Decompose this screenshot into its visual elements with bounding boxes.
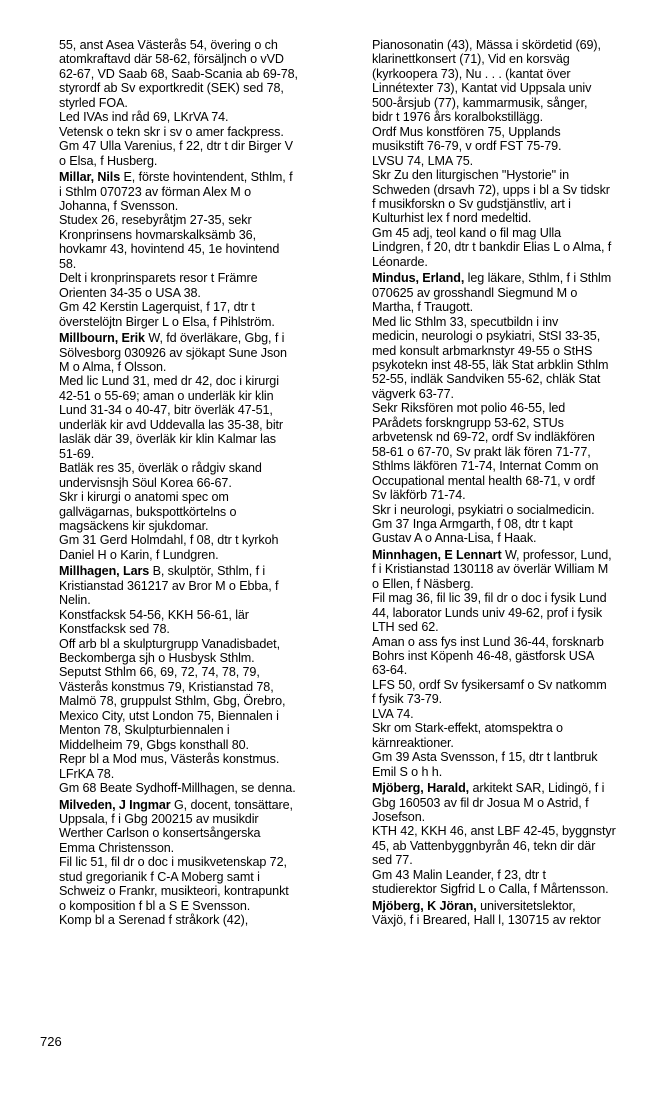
text-line: Gm 43 Malin Leander, f 23, dtr t xyxy=(372,867,546,882)
entry-text: universitetslektor, xyxy=(476,898,576,913)
text-line: Mexico City, utst London 75, Biennalen i xyxy=(59,708,279,723)
text-line: Lindgren, f 20, dtr t bankdir Elias L o Alma, f xyxy=(372,240,612,255)
text-line: 58-61 o 67-70, Sv prakt läk fören 71-77, xyxy=(372,444,591,459)
text-line: stud gregorianik f C-A Moberg samt i xyxy=(59,869,260,884)
text-line: Schweiz o Frankr, musikteori, kontrapunkt xyxy=(59,884,289,899)
text-line: Beckomberga sjh o Husbysk Sthlm. xyxy=(59,651,255,666)
text-line: Menton 78, Skulpturbiennalen i xyxy=(59,723,230,738)
text-line: Ordf Mus konstfören 75, Upplands xyxy=(372,124,561,139)
text-line: bidr t 1976 års koralbokstillägg. xyxy=(372,110,544,125)
text-line: vägverk 63-77. xyxy=(372,386,454,401)
text-line: Gm 68 Beate Sydhoff-Millhagen, se denna. xyxy=(59,781,296,796)
entry-name: Millar, Nils xyxy=(59,170,121,185)
text-line: 44, laborator Lunds univ 49-62, prof i fysik xyxy=(372,605,603,620)
entry-first-line xyxy=(372,781,668,795)
text-line: LVSU 74, LMA 75. xyxy=(372,153,474,168)
entry-text: arkitekt SAR, Lidingö, f i xyxy=(469,781,605,796)
text-line: kärnreaktioner. xyxy=(372,735,454,750)
text-line: Skr i neurologi, psykiatri o socialmedicin. xyxy=(372,502,595,517)
text-line: 52-55, indläk Sandviken 55-62, chläk Stat xyxy=(372,372,601,387)
text-line: LFrKA 78. xyxy=(59,766,115,781)
text-line: Sv läkförb 71-74. xyxy=(372,488,466,503)
text-line: Bohrs inst Köpenh 46-48, gästforsk USA xyxy=(372,649,595,664)
entry-name: Mindus, Erland, xyxy=(372,271,465,286)
text-line: 070625 av grosshandl Siegmund M o xyxy=(372,285,578,300)
text-line: Konstfacksk sed 78. xyxy=(59,622,170,637)
text-line: hovkamr 43, hovintend 45, 1e hovintend xyxy=(59,242,280,257)
text-line: Seputst Sthlm 66, 69, 72, 74, 78, 79, xyxy=(59,665,260,680)
text-line: Pianosonatin (43), Mässa i skördetid (69), xyxy=(372,38,601,52)
text-line: Gm 37 Inga Armgarth, f 08, dtr t kapt xyxy=(372,516,573,531)
text-line: Gm 31 Gerd Holmdahl, f 08, dtr t kyrkoh xyxy=(59,533,279,548)
text-line: 51-69. xyxy=(59,446,95,461)
entry-text: W, fd överläkare, Gbg, f i xyxy=(144,331,285,346)
entry-text: G, docent, tonsättare, xyxy=(170,797,293,812)
entry-text: W, professor, Lund, xyxy=(501,547,612,562)
entry-first-line xyxy=(372,271,668,285)
entry-name: Mjöberg, K Jöran, xyxy=(372,898,477,913)
text-line: lasläk där 39, överläk kir klin Kalmar las xyxy=(59,432,276,447)
text-line: 62-67, VD Saab 68, Saab-Scania ab 69-78, xyxy=(59,66,298,81)
text-line: Sthlms läkfören 71-74, Internat Comm on xyxy=(372,459,599,474)
text-line: Léonarde. xyxy=(372,254,428,269)
text-line: Skr om Stark-effekt, atomspektra o xyxy=(372,721,563,736)
text-line: Västerås konstmus 79, Kristianstad 78, xyxy=(59,679,274,694)
text-line: Off arb bl a skulpturgrupp Vanadisbadet, xyxy=(59,636,280,651)
text-line: undervisnsjh Söul Korea 66-67. xyxy=(59,475,232,490)
text-line: Gustav A o Anna-Lisa, f Haak. xyxy=(372,531,537,546)
text-line: Komp bl a Serenad f stråkork (42), xyxy=(59,913,249,928)
text-line: Studex 26, resebyråtjm 27-35, sekr xyxy=(59,213,252,228)
left-column xyxy=(59,38,355,928)
entry-name: Milveden, J Ingmar xyxy=(59,797,171,812)
text-line: Werther Carlson o konsertsångerska xyxy=(59,826,261,841)
text-line: styrordf ab Sv exportkredit (SEK) sed 78, xyxy=(59,81,284,96)
text-line: Fil lic 51, fil dr o doc i musikvetenskap 72, xyxy=(59,855,287,870)
text-line: Delt i kronprinsparets resor t Främre xyxy=(59,271,258,286)
right-column xyxy=(372,38,668,928)
text-line: Emil S o h h. xyxy=(372,764,443,779)
text-line: Vetensk o tekn skr i sv o amer fackpress. xyxy=(59,124,284,139)
text-line: Aman o ass fys inst Lund 36-44, forsknarb xyxy=(372,634,604,649)
text-line: Emma Christensson. xyxy=(59,840,175,855)
text-line: Malmö 78, gruppulst Sthlm, Gbg, Örebro, xyxy=(59,694,286,709)
entry-first-line xyxy=(59,170,355,184)
text-line: LTH sed 62. xyxy=(372,620,439,635)
text-line: med konsult arbmarknstyr 49-55 o StHS xyxy=(372,343,593,358)
text-line: studierektor Sigfrid L o Calla, f Mårtensson. xyxy=(372,882,609,897)
text-line: Sekr Riksfören mot polio 46-55, led xyxy=(372,401,566,416)
text-line: Lund 31-34 o 40-47, bitr överläk 47-51, xyxy=(59,403,273,418)
text-line: 58. xyxy=(59,256,77,271)
text-line: LFS 50, ordf Sv fysikersamf o Sv natkomm xyxy=(372,677,607,692)
text-line: 42-51 o 55-69; aman o underläk kir klin xyxy=(59,388,274,403)
text-line: Konstfacksk 54-56, KKH 56-61, lär xyxy=(59,607,249,622)
text-line: psykotekn inst 48-55, läk Stat arbklin Sthlm xyxy=(372,357,609,372)
text-line: gallvägarnas, bukspottkörtelns o xyxy=(59,504,237,519)
text-line: Kronprinsens hovmarskalksämb 36, xyxy=(59,227,256,242)
text-line: PArådets forskngrupp 53-62, STUs xyxy=(372,415,564,430)
text-line: Gm 39 Asta Svensson, f 15, dtr t lantbruk xyxy=(372,750,598,765)
text-line: Fil mag 36, fil lic 39, fil dr o doc i fysik Lund xyxy=(372,591,607,606)
text-line: styrled FOA. xyxy=(59,95,128,110)
text-line: Schweden (drsavh 72), upps i bl a Sv tidskr xyxy=(372,182,610,197)
text-line: Kristianstad 361217 av Bror M o Ebba, f xyxy=(59,578,279,593)
text-line: o komposition f bl a S E Svensson. xyxy=(59,898,251,913)
text-line: Med lic Lund 31, med dr 42, doc i kirurgi xyxy=(59,374,279,389)
entry-first-line xyxy=(59,798,355,812)
text-line: LVA 74. xyxy=(372,706,414,721)
text-line: underläk kir avd Uddevalla las 35-38, bitr xyxy=(59,417,284,432)
entry-name: Mjöberg, Harald, xyxy=(372,781,470,796)
text-line: Gm 45 adj, teol kand o fil mag Ulla xyxy=(372,225,561,240)
text-line: f musikforskn o Sv gudstjänstliv, art i xyxy=(372,196,571,211)
text-line: Martha, f Traugott. xyxy=(372,300,473,315)
entry-first-line xyxy=(59,331,355,345)
entry-first-line xyxy=(372,899,668,913)
text-line: klarinettkonsert (71), Vid en korsväg xyxy=(372,52,570,67)
text-line: Gbg 160503 av fil dr Josua M o Astrid, f xyxy=(372,795,589,810)
text-line: sed 77. xyxy=(372,853,413,868)
text-line: Linnétexter 73), Kantat vid Uppsala univ xyxy=(372,81,592,96)
text-line: 63-64. xyxy=(372,663,408,678)
text-line: Occupational mental health 68-71, v ordf xyxy=(372,473,595,488)
entry-text: B, skulptör, Sthlm, f i xyxy=(149,564,266,579)
text-line: Skr i kirurgi o anatomi spec om xyxy=(59,490,229,505)
entry-text: E, förste hovintendent, Sthlm, f xyxy=(120,170,293,185)
page-number: 726 xyxy=(40,1034,62,1049)
text-line: Skr Zu den liturgischen "Hystorie" in xyxy=(372,168,570,183)
text-line: Kulturhist lex f nord medeltid. xyxy=(372,211,532,226)
text-line: M o Alma, f Olsson. xyxy=(59,359,167,374)
text-line: o Elsa, f Husberg. xyxy=(59,153,158,168)
text-line: 500-årsjub (77), kammarmusik, sånger, xyxy=(372,95,588,110)
text-line: Uppsala, f i Gbg 200215 av musikdir xyxy=(59,812,259,827)
entry-first-line xyxy=(59,564,355,578)
text-line: Växjö, f i Breared, Hall l, 130715 av rektor xyxy=(372,913,601,928)
text-line: f fysik 73-79. xyxy=(372,692,442,707)
text-line: i Sthlm 070723 av förman Alex M o xyxy=(59,184,252,199)
text-line: 45, ab Vattenbyggnbyrån 46, tekn dir där xyxy=(372,838,596,853)
text-line: medicin, neurologi o psykiatri, StSI 33-35, xyxy=(372,329,601,344)
text-line: Repr bl a Mod mus, Västerås konstmus. xyxy=(59,752,280,767)
text-line: Med lic Sthlm 33, specutbildn i inv xyxy=(372,314,559,329)
entry-text: leg läkare, Sthlm, f i Sthlm xyxy=(464,271,612,286)
text-line: Josefson. xyxy=(372,810,426,825)
text-line: Daniel H o Karin, f Lundgren. xyxy=(59,547,219,562)
text-line: o Ellen, f Näsberg. xyxy=(372,576,474,591)
entry-name: Millbourn, Erik xyxy=(59,331,145,346)
text-line: f i Kristianstad 130118 av överlär William M xyxy=(372,562,609,577)
entry-name: Minnhagen, E Lennart xyxy=(372,547,502,562)
text-line: överstelöjtn Birger L o Elsa, f Pihlström. xyxy=(59,314,275,329)
text-line: Gm 47 Ulla Varenius, f 22, dtr t dir Birger V xyxy=(59,139,293,154)
text-line: KTH 42, KKH 46, anst LBF 42-45, byggnstyr xyxy=(372,824,616,839)
text-line: Middelheim 79, Gbgs konsthall 80. xyxy=(59,737,249,752)
text-line: Nelin. xyxy=(59,593,91,608)
text-line: arbvetensk nd 69-72, ordf Sv indläkfören xyxy=(372,430,595,445)
text-line: Led IVAs ind råd 69, LKrVA 74. xyxy=(59,110,229,125)
text-line: Johanna, f Svensson. xyxy=(59,198,179,213)
entry-first-line xyxy=(372,548,668,562)
text-line: atomkraftavd där 58-62, försäljnch o vVD xyxy=(59,52,284,67)
text-line: Gm 42 Kerstin Lagerquist, f 17, dtr t xyxy=(59,300,255,315)
text-line: Sölvesborg 030926 av sjökapt Sune Json xyxy=(59,345,287,360)
text-line: 55, anst Asea Västerås 54, övering o ch xyxy=(59,38,278,52)
text-line: Batläk res 35, överläk o rådgiv skand xyxy=(59,461,262,476)
text-line: (kyrkoopera 73), Nu . . . (kantat över xyxy=(372,66,571,81)
entry-name: Millhagen, Lars xyxy=(59,564,150,579)
text-line: musikstift 76-79, v ordf FST 75-79. xyxy=(372,139,562,154)
text-line: magsäckens kir sjukdomar. xyxy=(59,518,209,533)
text-line: Orienten 34-35 o USA 38. xyxy=(59,285,201,300)
